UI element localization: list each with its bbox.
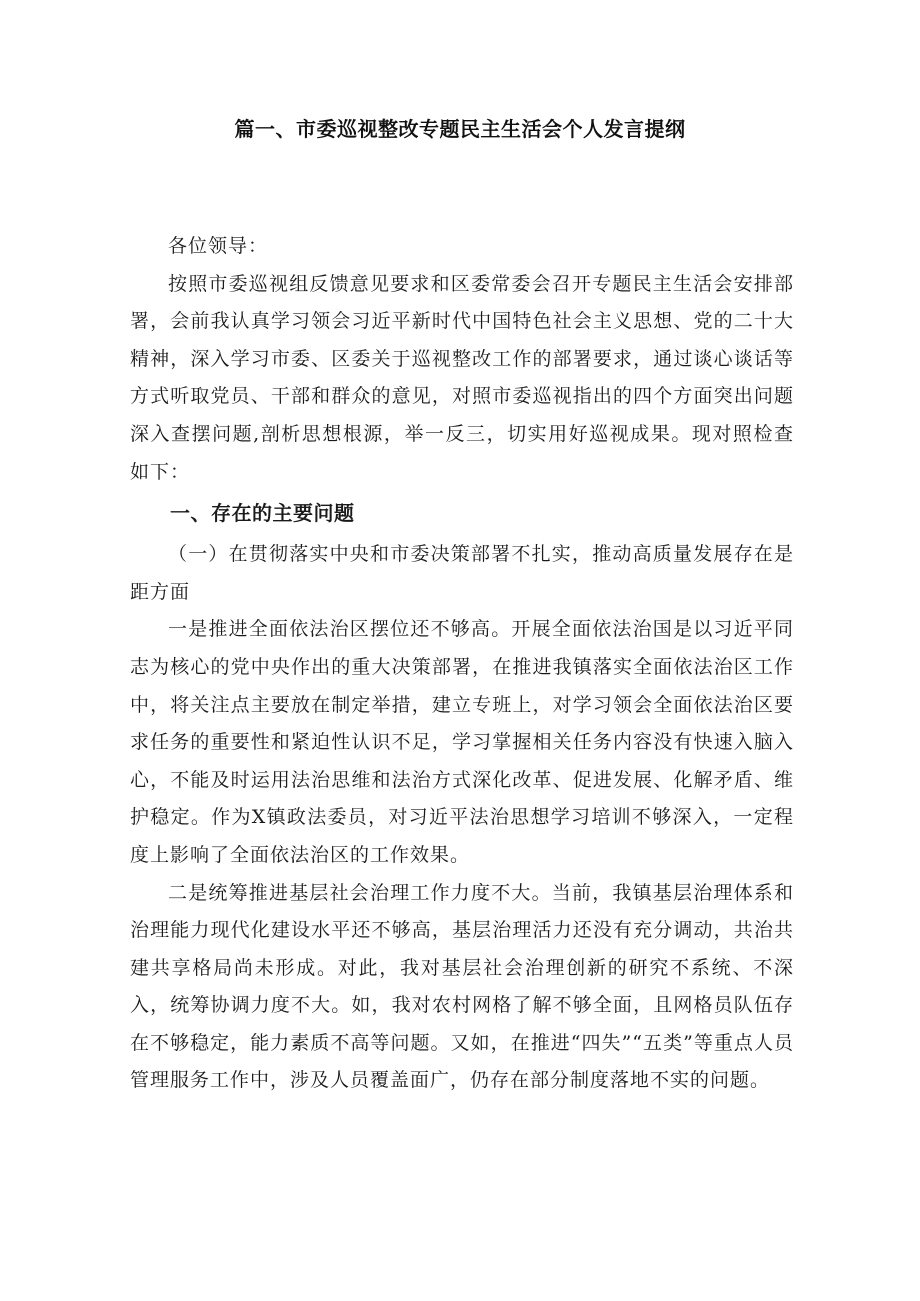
document-body — [130, 228, 794, 1100]
document-title: 篇一、市委巡视整改专题民主生活会个人发言提纲 — [234, 117, 686, 141]
section-heading-1: 一、存在的主要问题 — [170, 501, 355, 526]
subsection-heading-1: （一）在贯彻落实中央和市委决策部署不扎实，推动高质量发展存在是距方面 — [130, 543, 794, 603]
paragraph-point-1: 一是推进全面依法治区摆位还不够高。开展全面依法治国是以习近平同志为核心的党中央作出的重大决策部署，在推进我镇落实全面依法治区工作中，将关注点主要放在制定举措，建立专班上，对学习领会全面依法治区要求任务的重要性和紧迫性认识不足，学习掌握相关任务内容没有快速入脑入心，不能及时运用法治思维和法治方式深化改革、促进发展、化解矛盾、维护稳定。作为X镇政法委员，对习近平法治思想学习培训不够深入，一定程度上影响了全面依法治区的工作效果。 — [130, 618, 794, 866]
paragraph-point-2: 二是统筹推进基层社会治理工作力度不大。当前，我镇基层治理体系和治理能力现代化建设水平还不够高，基层治理活力还没有充分调动，共治共建共享格局尚未形成。对此，我对基层社会治理创新的研究不系统、不深入，统筹协调力度不大。如，我对农村网格了解不够全面，且网格员队伍存在不够稳定，能力素质不高等问题。又如，在推进“四失”“五类”等重点人员管理服务工作中，涉及人员覆盖面广，仍存在部分制度落地不实的问题。 — [130, 881, 794, 1092]
intro-paragraph: 按照市委巡视组反馈意见要求和区委常委会召开专题民主生活会安排部署，会前我认真学习领会习近平新时代中国特色社会主义思想、党的二十大精神，深入学习市委、区委关于巡视整改工作的部署要求，通过谈心谈话等方式听取党员、干部和群众的意见，对照市委巡视指出的四个方面突出问题深入查摆问题,剖析思想根源，举一反三，切实用好巡视成果。现对照检查如下： — [130, 272, 794, 483]
salutation: 各位领导： — [168, 235, 269, 257]
